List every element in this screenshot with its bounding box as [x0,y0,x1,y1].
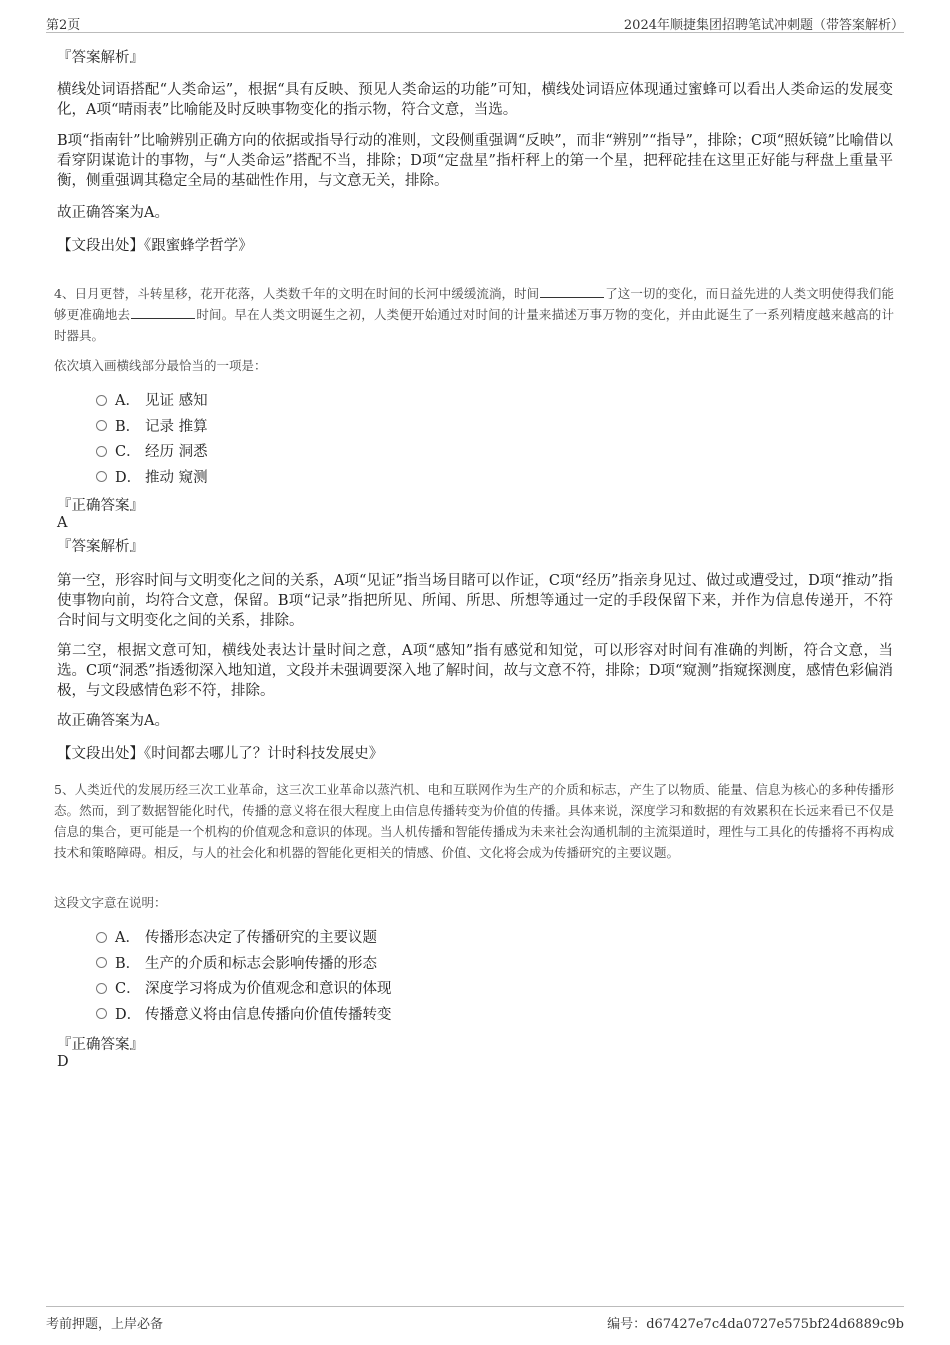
q5-option-b[interactable] [96,952,392,978]
option-text: 传播形态决定了传播研究的主要议题 [145,930,377,946]
radio-icon[interactable] [96,395,107,406]
q4-analysis-p1: 第一空，形容时间与文明变化之间的关系，A项“见证”指当场目睹可以作证，C项“经历”指亲身见过、做过或遭受过，D项“推动”指使事物向前，均符合文意，保留。B项“记录”指把所见、所闻、所思、所想等通过一定的手段保留下来，并作为信息传递开，不符合时间与文明变化之间的关系，排除。 [57,573,893,629]
radio-icon[interactable] [96,420,107,431]
radio-icon[interactable] [96,932,107,943]
q3-source: 【文段出处】《跟蜜蜂学哲学》 [57,238,253,254]
q4-stem-part1: 4、日月更替，斗转星移，花开花落，人类数千年的文明在时间的长河中缓缓流淌，时间 [54,286,540,301]
q5-answer: D [57,1054,69,1070]
page-number: 第2页 [46,18,81,33]
code-value: d67427e7c4da0727e575bf24d6889c9b [646,1317,904,1332]
option-text: 深度学习将成为价值观念和意识的体现 [145,981,392,997]
radio-icon[interactable] [96,446,107,457]
q3-analysis-p2: B项“指南针”比喻辨别正确方向的依据或指导行动的准则，文段侧重强调“反映”，而非“辨别”“指导”，排除；C项“照妖镜”比喻借以看穿阴谋诡计的事物，与“人类命运”搭配不当，排除；D项“定盘星”指杆秤上的第一个星，把秤砣挂在这里正好能与秤盘上重量平衡，侧重强调其稳定全局的基础性作用，与文意无关，排除。 [57,133,893,189]
q4-blank-2 [131,305,195,319]
page-header [46,12,904,33]
radio-icon[interactable] [96,957,107,968]
radio-icon[interactable] [96,1008,107,1019]
option-text: 见证 感知 [145,393,208,409]
q5-option-a[interactable] [96,926,392,952]
q4-option-b[interactable] [96,415,208,441]
q4-stem-part3: 时间。早在人类文明诞生之初，人类便开始通过对时间的计量来描述万事万物的变化，并由此诞生了一系列精度越来越高的计时器具。 [54,307,894,343]
q4-prompt: 依次填入画横线部分最恰当的一项是： [54,358,267,373]
document-title: 2024年顺捷集团招聘笔试冲刺题（带答案解析） [623,18,904,33]
radio-icon[interactable] [96,983,107,994]
q5-option-d[interactable] [96,1003,392,1029]
document-code [607,1313,904,1332]
q4-conclusion: 故正确答案为A。 [57,713,169,729]
q5-stem: 5、人类近代的发展历经三次工业革命，这三次工业革命以蒸汽机、电和互联网作为生产的介质和标志，产生了以物质、能量、信息为核心的多种传播形态。然而，到了数据智能化时代，传播的意义将在很大程度上由信息传播转变为价值的传播。具体来说，深度学习和数据的有效累积在长远来看已不仅是信息的集合，更可能是一个机构的价值观念和意识的体现。当人机传播和智能传播成为未来社会沟通机制的主流渠道时，理性与工具化的传播将不再构成技术和策略障碍。相反，与人的社会化和机器的智能化更相关的情感、价值、文化将会成为传播研究的主要议题。 [54,782,894,860]
q5-prompt: 这段文字意在说明： [54,895,167,910]
q4-analysis-p2: 第二空，根据文意可知，横线处表达计量时间之意，A项“感知”指有感觉和知觉，可以形容对时间有准确的判断，符合文意，当选。C项“洞悉”指透彻深入地知道，文段并未强调要深入地了解时间，故与文意不符，排除；D项“窥测”指窥探测度，感情色彩偏消极，与文段感情色彩不符，排除。 [57,643,893,699]
option-letter: A． [115,930,140,946]
page-footer [46,1306,904,1331]
q3-conclusion: 故正确答案为A。 [57,205,169,221]
option-text: 记录 推算 [145,418,208,435]
option-letter: A． [115,393,140,409]
option-text: 生产的介质和标志会影响传播的形态 [145,955,377,972]
q4-source: 【文段出处】《时间都去哪儿了？计时科技发展史》 [57,746,384,762]
option-text: 推动 窥测 [145,469,208,486]
q5-option-c[interactable] [96,977,392,1003]
q3-analysis-label: 『答案解析』 [57,50,144,66]
option-letter: C． [115,444,141,460]
q3-analysis-p1: 横线处词语搭配“人类命运”，根据“具有反映、预见人类命运的功能”可知，横线处词语应体现通过蜜蜂可以看出人类命运的发展变化，A项“晴雨表”比喻能及时反映事物变化的指示物，符合文意，当选。 [57,82,893,118]
option-text: 传播意义将由信息传播向价值传播转变 [145,1006,392,1023]
footer-slogan: 考前押题，上岸必备 [46,1317,164,1332]
option-letter: B． [115,955,141,972]
q4-options [96,389,208,491]
q4-option-a[interactable] [96,389,208,415]
q4-stem-part2: 了这一切的变化，而日益先进的人类文明使得我们能够更准确地去 [54,286,894,322]
q4-blank-1 [540,284,604,298]
q4-option-c[interactable] [96,440,208,466]
q4-answer: A [57,515,68,531]
radio-icon[interactable] [96,471,107,482]
q4-analysis-label: 『答案解析』 [57,539,144,555]
q4-option-d[interactable] [96,466,208,492]
q5-answer-label: 『正确答案』 [57,1037,144,1053]
q4-answer-label: 『正确答案』 [57,498,144,514]
q4-stem [54,283,894,346]
option-letter: C． [115,981,141,997]
q5-options [96,926,392,1028]
option-text: 经历 洞悉 [145,444,208,460]
code-label: 编号： [607,1317,647,1332]
option-letter: D． [115,1006,142,1023]
option-letter: D． [115,469,142,486]
option-letter: B． [115,418,141,435]
